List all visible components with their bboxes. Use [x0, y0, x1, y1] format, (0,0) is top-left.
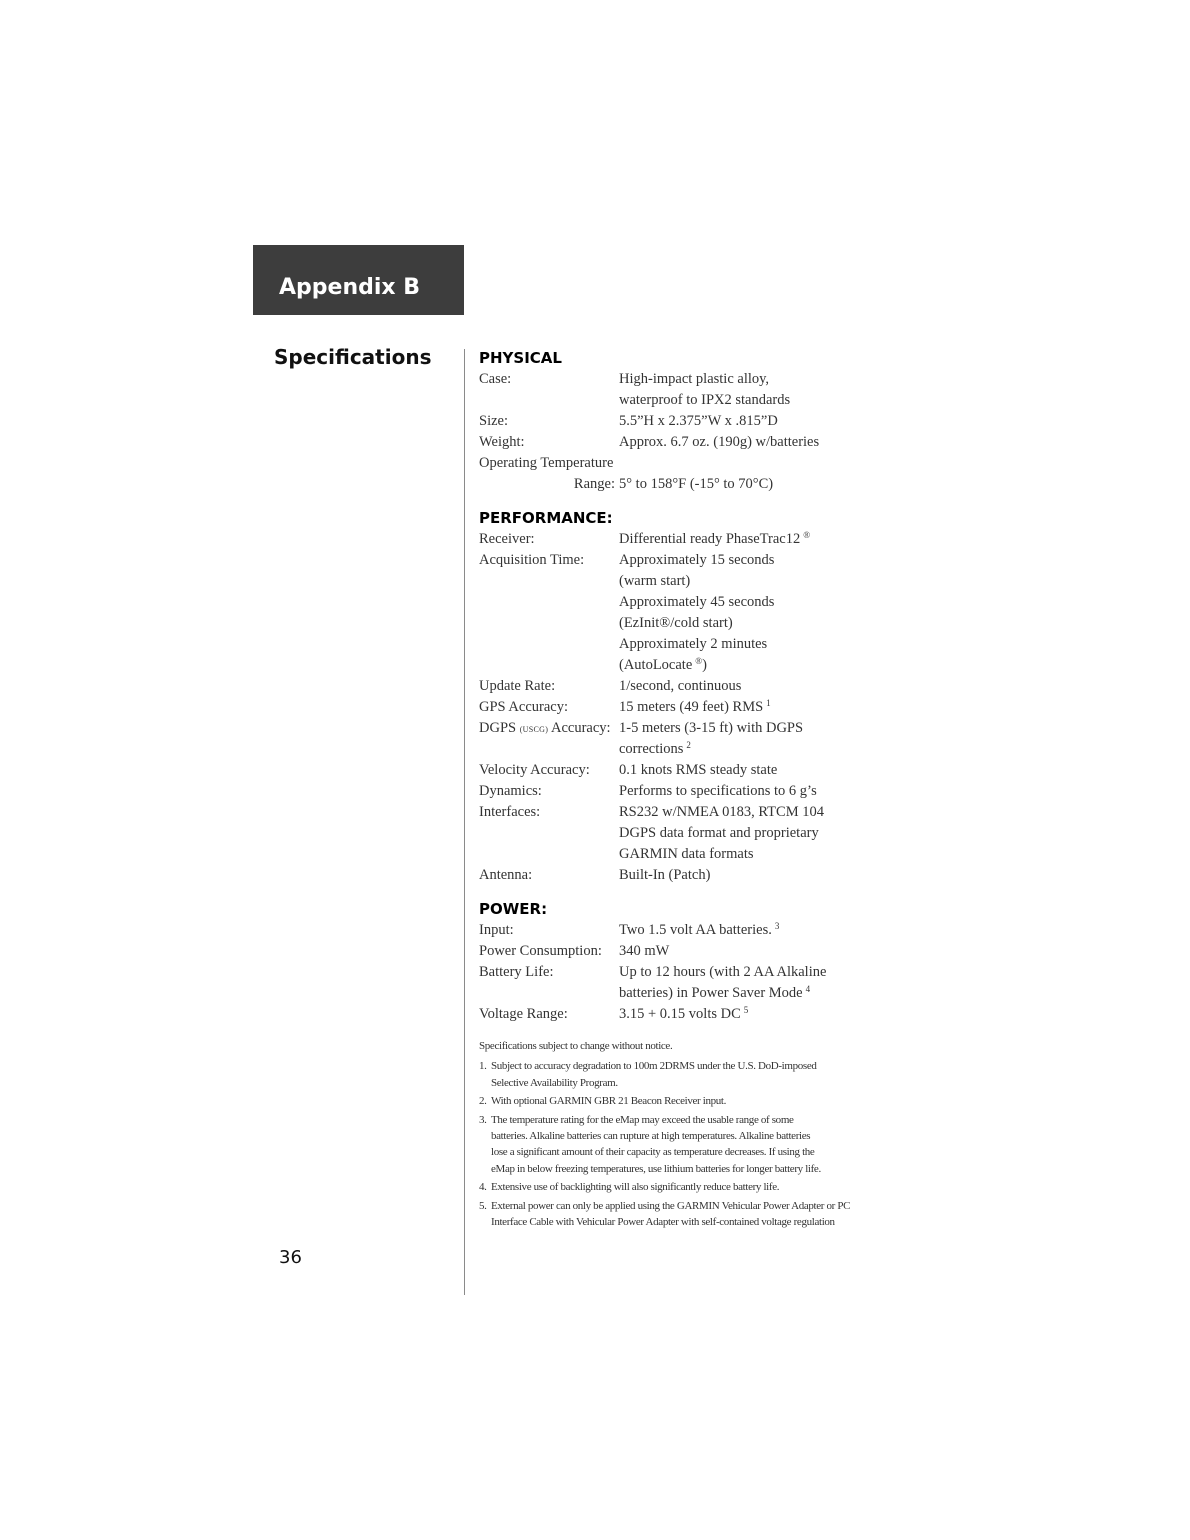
spec-row-power-consumption [479, 941, 879, 962]
spec-label: Velocity Accuracy: [479, 762, 590, 778]
footnote-number: 5. [479, 1199, 487, 1212]
vertical-divider [464, 349, 465, 1295]
page-number: 36 [279, 1247, 302, 1268]
spec-value [619, 550, 879, 676]
spec-label: Interfaces: [479, 804, 541, 820]
spec-row-input [479, 920, 879, 941]
footnote-text [491, 1112, 879, 1178]
performance-section [479, 508, 879, 886]
spec-row-receiver [479, 529, 879, 550]
footnote [479, 1112, 879, 1178]
value-line: 1-5 meters (3-15 ft) with DGPS [619, 720, 804, 736]
section-heading-performance: PERFORMANCE: [479, 509, 613, 527]
footnote [479, 1058, 879, 1091]
spec-value [619, 718, 879, 760]
spec-value: 5.5”H x 2.375”W x .815”D [619, 413, 778, 429]
spec-row-voltage-range [479, 1004, 879, 1025]
spec-row-velocity-accuracy [479, 760, 879, 781]
value-line: Up to 12 hours (with 2 AA Alkaline [619, 964, 827, 980]
spec-label: Power Consumption: [479, 943, 602, 959]
value-text: corrections [619, 741, 684, 757]
value-line: (EzInit®/cold start) [619, 615, 733, 631]
value-text: Differential ready PhaseTrac12 [619, 531, 801, 547]
value-line [619, 655, 879, 676]
spec-row-acquisition-time [479, 550, 879, 676]
value-line [619, 739, 879, 760]
footnote-ref: 4 [805, 984, 811, 994]
power-section [479, 899, 879, 1025]
spec-label: Range: [573, 476, 615, 492]
footnote-text [491, 1058, 879, 1091]
spec-value [619, 920, 879, 941]
spec-row-battery-life [479, 962, 879, 1004]
spec-row-weight [479, 432, 879, 453]
spec-label: Receiver: [479, 531, 535, 547]
value-line: Approximately 15 seconds [619, 552, 775, 568]
spec-value [619, 529, 879, 550]
label-text: Accuracy: [548, 720, 611, 736]
value-text: Two 1.5 volt AA batteries. [619, 922, 772, 938]
spec-value: Built-In (Patch) [619, 867, 711, 883]
spec-content [479, 348, 879, 1232]
value-line: Approximately 2 minutes [619, 636, 768, 652]
note-line: External power can only be applied using the GARMIN Vehicular Power Adapter or PC [491, 1199, 851, 1212]
spec-label: Voltage Range: [479, 1006, 568, 1022]
page-title: Specifications [274, 345, 432, 369]
section-heading-power: POWER: [479, 900, 548, 918]
spec-value [619, 697, 879, 718]
value-text: ) [702, 657, 707, 673]
spec-value: 0.1 knots RMS steady state [619, 762, 778, 778]
spec-value [619, 369, 879, 411]
note-line: Subject to accuracy degradation to 100m 2DRMS under the U.S. DoD-imposed [491, 1060, 817, 1073]
spec-row-interfaces [479, 802, 879, 865]
spec-value: Approx. 6.7 oz. (190g) w/batteries [619, 434, 820, 450]
spec-row-update-rate [479, 676, 879, 697]
footnote-number: 1. [479, 1060, 487, 1073]
spec-label: Update Rate: [479, 678, 556, 694]
spec-row-dgps-accuracy [479, 718, 879, 760]
spec-value: Performs to specifications to 6 g’s [619, 783, 817, 799]
note-line: With optional GARMIN GBR 21 Beacon Receiver input. [491, 1095, 727, 1108]
appendix-label: Appendix B [279, 275, 421, 300]
footnotes [479, 1038, 879, 1230]
footnote [479, 1198, 879, 1231]
registered-mark: ® [695, 656, 703, 666]
physical-section [479, 348, 879, 495]
spec-row-range [479, 474, 879, 495]
footnote-number: 3. [479, 1113, 487, 1126]
spec-label: Acquisition Time: [479, 552, 585, 568]
spec-value: 5° to 158°F (-15° to 70°C) [619, 476, 774, 492]
footnote-text [491, 1179, 879, 1195]
spec-value [619, 962, 879, 1004]
registered-mark: ® [803, 530, 811, 540]
value-line [619, 983, 879, 1004]
note-line: Selective Availability Program. [491, 1076, 618, 1089]
value-line: Approximately 45 seconds [619, 594, 775, 610]
value-line: RS232 w/NMEA 0183, RTCM 104 [619, 804, 824, 820]
note-line: The temperature rating for the eMap may exceed the usable range of some [491, 1113, 794, 1126]
spec-row-antenna [479, 865, 879, 886]
value-text: 3.15 + 0.15 volts DC [619, 1006, 741, 1022]
value-line: GARMIN data formats [619, 846, 754, 862]
uscg-label: (USCG) [519, 725, 549, 734]
section-heading-physical: PHYSICAL [479, 349, 562, 367]
value-line: waterproof to IPX2 standards [619, 392, 791, 408]
footnote-number: 4. [479, 1181, 487, 1194]
footnote-ref: 2 [686, 740, 691, 750]
label-text: DGPS [479, 720, 520, 736]
value-text: batteries) in Power Saver Mode [619, 985, 803, 1001]
footnote-ref: 5 [743, 1005, 749, 1015]
footnote [479, 1093, 879, 1109]
spec-row-dynamics [479, 781, 879, 802]
footnote-text [491, 1198, 879, 1231]
spec-label: Antenna: [479, 867, 533, 883]
spec-label: GPS Accuracy: [479, 699, 568, 715]
note-line: Interface Cable with Vehicular Power Adapter with self-contained voltage regulation [491, 1216, 835, 1229]
footnote-ref: 1 [766, 698, 771, 708]
spec-row-size [479, 411, 879, 432]
note-line: batteries. Alkaline batteries can rupture at high temperatures. Alkaline batteries [491, 1130, 811, 1143]
footnote-ref: 3 [774, 921, 780, 931]
spec-label: Input: [479, 922, 514, 938]
note-line: eMap in below freezing temperatures, use lithium batteries for longer battery life. [491, 1162, 821, 1175]
spec-value [619, 802, 879, 865]
value-text: 15 meters (49 feet) RMS [619, 699, 764, 715]
note-line: Extensive use of backlighting will also significantly reduce battery life. [491, 1181, 780, 1194]
spec-label: Size: [479, 413, 508, 429]
value-line: High-impact plastic alloy, [619, 371, 770, 387]
spec-row-case [479, 369, 879, 411]
spec-label: Battery Life: [479, 964, 554, 980]
spec-label: Weight: [479, 434, 525, 450]
appendix-tab [253, 245, 464, 315]
footnote-number: 2. [479, 1095, 487, 1108]
spec-label-operating-temperature: Operating Temperature [479, 455, 614, 471]
footnote-text [491, 1093, 879, 1109]
value-text: (AutoLocate [619, 657, 693, 673]
note-line: lose a significant amount of their capacity as temperature decreases. If using the [491, 1146, 815, 1159]
spec-value [619, 1004, 879, 1025]
notes-intro: Specifications subject to change without notice. [479, 1040, 673, 1052]
spec-value: 1/second, continuous [619, 678, 742, 694]
spec-label: Case: [479, 371, 512, 387]
footnote [479, 1179, 879, 1195]
spec-value: 340 mW [619, 943, 670, 959]
value-line: (warm start) [619, 573, 691, 589]
spec-label: Dynamics: [479, 783, 542, 799]
spec-row-gps-accuracy [479, 697, 879, 718]
value-line: DGPS data format and proprietary [619, 825, 819, 841]
spec-label [479, 718, 619, 760]
